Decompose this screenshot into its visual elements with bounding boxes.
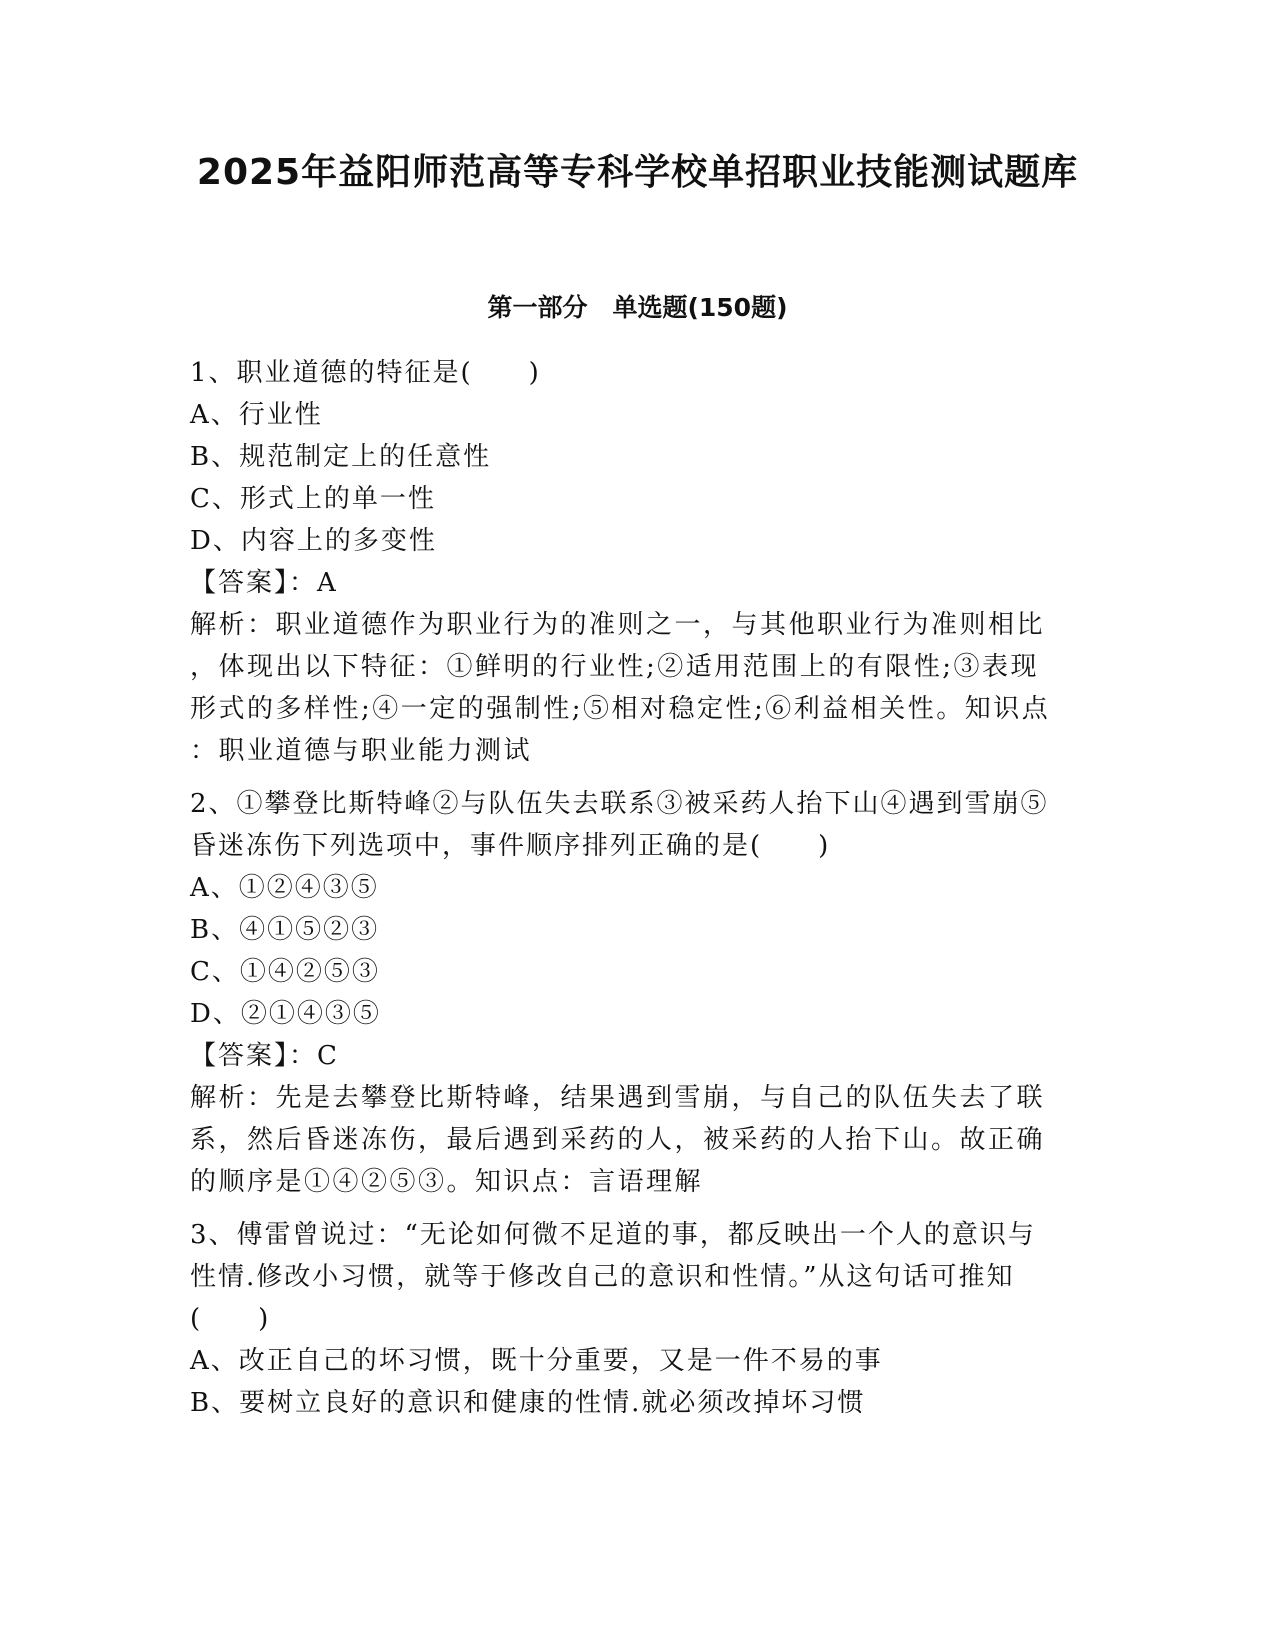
question-stem: 3、傅雷曾说过：“无论如何微不足道的事，都反映出一个人的意识与 <box>190 1220 1036 1250</box>
option-b: B、④①⑤②③ <box>190 915 380 945</box>
explanation-line: 的顺序是①④②⑤③。知识点：言语理解 <box>190 1167 704 1197</box>
question-list <box>190 352 1080 1435</box>
explanation-line: ，体现出以下特征：①鲜明的行业性;②适用范围上的有限性;③表现 <box>190 652 1040 682</box>
answer-line: 【答案】：A <box>190 568 338 598</box>
option-d: D、内容上的多变性 <box>190 526 437 556</box>
option-b: B、要树立良好的意识和健康的性情.就必须改掉坏习惯 <box>190 1388 866 1418</box>
explanation-line: 形式的多样性;④一定的强制性;⑤相对稳定性;⑥利益相关性。知识点 <box>190 694 1051 724</box>
question-stem: 1、职业道德的特征是( ) <box>190 358 541 388</box>
option-a: A、行业性 <box>190 400 323 430</box>
question-stem: ( ) <box>190 1304 271 1334</box>
option-a: A、①②④③⑤ <box>190 873 379 903</box>
question-stem: 性情.修改小习惯，就等于修改自己的意识和性情。”从这句话可推知 <box>190 1262 1015 1292</box>
answer-line: 【答案】：C <box>190 1041 339 1071</box>
explanation-line: ：职业道德与职业能力测试 <box>190 736 533 766</box>
explanation-line: 解析：职业道德作为职业行为的准则之一，与其他职业行为准则相比 <box>190 610 1046 640</box>
document-title: 2025年益阳师范高等专科学校单招职业技能测试题库 <box>196 152 1079 193</box>
option-d: D、②①④③⑤ <box>190 999 381 1029</box>
option-b: B、规范制定上的任意性 <box>190 442 492 472</box>
explanation-line: 系，然后昏迷冻伤，最后遇到采药的人，被采药的人抬下山。故正确 <box>190 1125 1046 1155</box>
question-stem: 2、①攀登比斯特峰②与队伍失去联系③被采药人抬下山④遇到雪崩⑤ <box>190 789 1049 819</box>
question-2 <box>190 783 1080 1203</box>
option-c: C、形式上的单一性 <box>190 484 436 514</box>
question-1 <box>190 352 1080 772</box>
option-c: C、①④②⑤③ <box>190 957 380 987</box>
explanation <box>190 604 1080 772</box>
question-3 <box>190 1214 1080 1424</box>
section-title: 第一部分 单选题(150题) <box>487 293 788 322</box>
option-a: A、改正自己的坏习惯，既十分重要，又是一件不易的事 <box>190 1346 883 1376</box>
explanation <box>190 1077 1080 1203</box>
question-stem: 昏迷冻伤下列选项中，事件顺序排列正确的是( ) <box>190 831 831 861</box>
explanation-line: 解析：先是去攀登比斯特峰，结果遇到雪崩，与自己的队伍失去了联 <box>190 1083 1046 1113</box>
